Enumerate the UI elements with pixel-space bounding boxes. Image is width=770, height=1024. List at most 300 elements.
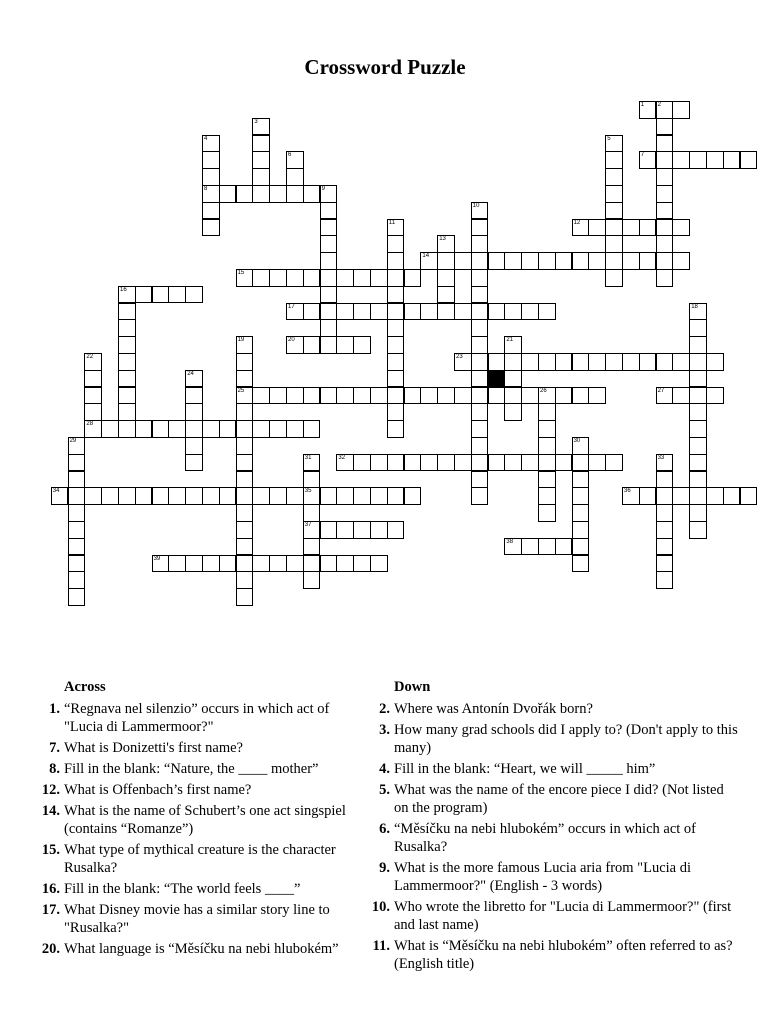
grid-cell[interactable] — [252, 135, 270, 153]
grid-cell[interactable] — [370, 387, 388, 405]
grid-cell[interactable] — [740, 487, 758, 505]
grid-cell[interactable] — [84, 370, 102, 388]
grid-cell[interactable] — [521, 538, 539, 556]
grid-cell[interactable] — [286, 168, 304, 186]
grid-cell[interactable] — [521, 454, 539, 472]
grid-cell[interactable] — [723, 151, 741, 169]
grid-cell[interactable] — [488, 353, 506, 371]
grid-cell[interactable] — [504, 303, 522, 321]
grid-cell[interactable] — [370, 487, 388, 505]
grid-cell[interactable] — [588, 387, 606, 405]
grid-cell[interactable] — [185, 387, 203, 405]
grid-cell[interactable] — [538, 387, 556, 405]
grid-cell[interactable] — [471, 487, 489, 505]
grid-cell[interactable] — [588, 353, 606, 371]
grid-cell[interactable] — [572, 387, 590, 405]
grid-cell[interactable] — [269, 185, 287, 203]
grid-cell[interactable] — [236, 487, 254, 505]
grid-cell[interactable] — [320, 555, 338, 573]
grid-cell[interactable] — [538, 403, 556, 421]
grid-cell[interactable] — [152, 286, 170, 304]
grid-cell[interactable] — [202, 487, 220, 505]
grid-cell[interactable] — [370, 303, 388, 321]
grid-cell[interactable] — [672, 101, 690, 119]
grid-cell[interactable] — [118, 370, 136, 388]
grid-cell[interactable] — [656, 135, 674, 153]
grid-cell[interactable] — [706, 387, 724, 405]
grid-cell[interactable] — [387, 454, 405, 472]
grid-cell[interactable] — [219, 185, 237, 203]
grid-cell[interactable] — [320, 202, 338, 220]
grid-cell[interactable] — [437, 454, 455, 472]
grid-cell[interactable] — [84, 420, 102, 438]
grid-cell[interactable] — [572, 437, 590, 455]
grid-cell[interactable] — [656, 538, 674, 556]
grid-cell[interactable] — [471, 420, 489, 438]
grid-cell[interactable] — [504, 353, 522, 371]
grid-cell[interactable] — [269, 555, 287, 573]
grid-cell[interactable] — [488, 252, 506, 270]
grid-cell[interactable] — [336, 303, 354, 321]
grid-cell[interactable] — [303, 336, 321, 354]
grid-cell[interactable] — [454, 303, 472, 321]
grid-cell[interactable] — [202, 151, 220, 169]
grid-cell[interactable] — [588, 252, 606, 270]
grid-cell[interactable] — [740, 151, 758, 169]
grid-cell[interactable] — [336, 387, 354, 405]
grid-cell[interactable] — [320, 269, 338, 287]
grid-cell[interactable] — [605, 168, 623, 186]
grid-cell[interactable] — [521, 387, 539, 405]
grid-cell[interactable] — [236, 555, 254, 573]
grid-cell[interactable] — [656, 202, 674, 220]
grid-cell[interactable] — [152, 555, 170, 573]
grid-cell[interactable] — [521, 252, 539, 270]
grid-cell[interactable] — [471, 252, 489, 270]
grid-cell[interactable] — [504, 454, 522, 472]
grid-cell[interactable] — [605, 269, 623, 287]
grid-cell[interactable] — [118, 303, 136, 321]
grid-cell[interactable] — [303, 269, 321, 287]
grid-cell[interactable] — [286, 151, 304, 169]
grid-cell[interactable] — [471, 437, 489, 455]
grid-cell[interactable] — [572, 538, 590, 556]
grid-cell[interactable] — [420, 252, 438, 270]
grid-cell[interactable] — [152, 487, 170, 505]
grid-cell[interactable] — [68, 454, 86, 472]
grid-cell[interactable] — [420, 387, 438, 405]
grid-cell[interactable] — [168, 487, 186, 505]
grid-cell[interactable] — [185, 286, 203, 304]
grid-cell[interactable] — [656, 185, 674, 203]
grid-cell[interactable] — [656, 454, 674, 472]
grid-cell[interactable] — [471, 403, 489, 421]
grid-cell[interactable] — [706, 353, 724, 371]
grid-cell[interactable] — [689, 403, 707, 421]
grid-cell[interactable] — [118, 420, 136, 438]
grid-cell[interactable] — [454, 353, 472, 371]
grid-cell[interactable] — [689, 420, 707, 438]
grid-cell[interactable] — [387, 303, 405, 321]
grid-cell[interactable] — [504, 403, 522, 421]
grid-cell[interactable] — [437, 286, 455, 304]
grid-cell[interactable] — [320, 336, 338, 354]
grid-cell[interactable] — [168, 555, 186, 573]
grid-cell[interactable] — [51, 487, 69, 505]
grid-cell[interactable] — [555, 538, 573, 556]
grid-cell[interactable] — [387, 319, 405, 337]
grid-cell[interactable] — [118, 336, 136, 354]
grid-cell[interactable] — [605, 219, 623, 237]
grid-cell[interactable] — [471, 454, 489, 472]
grid-cell[interactable] — [320, 219, 338, 237]
grid-cell[interactable] — [168, 420, 186, 438]
grid-cell[interactable] — [353, 555, 371, 573]
grid-cell[interactable] — [605, 185, 623, 203]
grid-cell[interactable] — [303, 538, 321, 556]
grid-cell[interactable] — [387, 420, 405, 438]
grid-cell[interactable] — [588, 454, 606, 472]
grid-cell[interactable] — [656, 219, 674, 237]
grid-cell[interactable] — [488, 303, 506, 321]
grid-cell[interactable] — [84, 403, 102, 421]
grid-cell[interactable] — [68, 538, 86, 556]
grid-cell[interactable] — [454, 454, 472, 472]
grid-cell[interactable] — [572, 219, 590, 237]
grid-cell[interactable] — [353, 521, 371, 539]
grid-cell[interactable] — [588, 219, 606, 237]
grid-cell[interactable] — [504, 336, 522, 354]
grid-cell[interactable] — [404, 303, 422, 321]
grid-cell[interactable] — [219, 555, 237, 573]
grid-cell[interactable] — [622, 219, 640, 237]
grid-cell[interactable] — [303, 504, 321, 522]
grid-cell[interactable] — [336, 521, 354, 539]
grid-cell[interactable] — [320, 185, 338, 203]
grid-cell[interactable] — [303, 471, 321, 489]
grid-cell[interactable] — [572, 252, 590, 270]
grid-cell[interactable] — [118, 387, 136, 405]
grid-cell[interactable] — [689, 336, 707, 354]
grid-cell[interactable] — [236, 387, 254, 405]
grid-cell[interactable] — [454, 252, 472, 270]
grid-cell[interactable] — [84, 387, 102, 405]
grid-cell[interactable] — [672, 252, 690, 270]
grid-cell[interactable] — [168, 286, 186, 304]
grid-cell[interactable] — [404, 487, 422, 505]
grid-cell[interactable] — [252, 420, 270, 438]
grid-cell[interactable] — [286, 336, 304, 354]
grid-cell[interactable] — [353, 454, 371, 472]
grid-cell[interactable] — [252, 387, 270, 405]
grid-cell[interactable] — [538, 353, 556, 371]
grid-cell[interactable] — [488, 454, 506, 472]
grid-cell[interactable] — [555, 454, 573, 472]
grid-cell[interactable] — [236, 521, 254, 539]
grid-cell[interactable] — [656, 571, 674, 589]
grid-cell[interactable] — [572, 487, 590, 505]
grid-cell[interactable] — [68, 487, 86, 505]
grid-cell[interactable] — [387, 487, 405, 505]
grid-cell[interactable] — [656, 353, 674, 371]
grid-cell[interactable] — [84, 353, 102, 371]
grid-cell[interactable] — [387, 219, 405, 237]
grid-cell[interactable] — [68, 471, 86, 489]
grid-cell[interactable] — [656, 101, 674, 119]
grid-cell[interactable] — [656, 504, 674, 522]
grid-cell[interactable] — [404, 454, 422, 472]
grid-cell[interactable] — [135, 286, 153, 304]
grid-cell[interactable] — [706, 487, 724, 505]
grid-cell[interactable] — [118, 487, 136, 505]
grid-cell[interactable] — [471, 319, 489, 337]
grid-cell[interactable] — [622, 252, 640, 270]
grid-cell[interactable] — [387, 269, 405, 287]
grid-cell[interactable] — [202, 555, 220, 573]
grid-cell[interactable] — [689, 353, 707, 371]
grid-cell[interactable] — [689, 437, 707, 455]
grid-cell[interactable] — [572, 555, 590, 573]
grid-cell[interactable] — [252, 487, 270, 505]
grid-cell[interactable] — [471, 303, 489, 321]
grid-cell[interactable] — [689, 370, 707, 388]
grid-cell[interactable] — [320, 252, 338, 270]
grid-cell[interactable] — [672, 219, 690, 237]
grid-cell[interactable] — [236, 504, 254, 522]
grid-cell[interactable] — [152, 420, 170, 438]
grid-cell[interactable] — [236, 571, 254, 589]
grid-cell[interactable] — [538, 303, 556, 321]
grid-cell[interactable] — [504, 538, 522, 556]
grid-cell[interactable] — [572, 454, 590, 472]
grid-cell[interactable] — [521, 303, 539, 321]
grid-cell[interactable] — [303, 487, 321, 505]
grid-cell[interactable] — [538, 420, 556, 438]
grid-cell[interactable] — [68, 588, 86, 606]
grid-cell[interactable] — [336, 454, 354, 472]
grid-cell[interactable] — [504, 370, 522, 388]
grid-cell[interactable] — [353, 336, 371, 354]
grid-cell[interactable] — [320, 319, 338, 337]
grid-cell[interactable] — [387, 336, 405, 354]
grid-cell[interactable] — [689, 151, 707, 169]
grid-cell[interactable] — [488, 387, 506, 405]
grid-cell[interactable] — [252, 185, 270, 203]
grid-cell[interactable] — [605, 353, 623, 371]
grid-cell[interactable] — [236, 370, 254, 388]
grid-cell[interactable] — [639, 353, 657, 371]
grid-cell[interactable] — [320, 487, 338, 505]
grid-cell[interactable] — [672, 387, 690, 405]
grid-cell[interactable] — [639, 252, 657, 270]
grid-cell[interactable] — [689, 471, 707, 489]
grid-cell[interactable] — [336, 269, 354, 287]
grid-cell[interactable] — [555, 252, 573, 270]
grid-cell[interactable] — [572, 471, 590, 489]
grid-cell[interactable] — [185, 437, 203, 455]
grid-cell[interactable] — [236, 437, 254, 455]
grid-cell[interactable] — [236, 403, 254, 421]
grid-cell[interactable] — [605, 235, 623, 253]
grid-cell[interactable] — [420, 454, 438, 472]
grid-cell[interactable] — [605, 252, 623, 270]
grid-cell[interactable] — [387, 387, 405, 405]
grid-cell[interactable] — [252, 118, 270, 136]
grid-cell[interactable] — [370, 269, 388, 287]
grid-cell[interactable] — [286, 303, 304, 321]
grid-cell[interactable] — [303, 420, 321, 438]
grid-cell[interactable] — [269, 387, 287, 405]
grid-cell[interactable] — [656, 387, 674, 405]
grid-cell[interactable] — [555, 387, 573, 405]
grid-cell[interactable] — [672, 353, 690, 371]
grid-cell[interactable] — [202, 185, 220, 203]
grid-cell[interactable] — [656, 168, 674, 186]
grid-cell[interactable] — [185, 370, 203, 388]
grid-cell[interactable] — [656, 269, 674, 287]
grid-cell[interactable] — [656, 252, 674, 270]
grid-cell[interactable] — [656, 471, 674, 489]
grid-cell[interactable] — [219, 420, 237, 438]
grid-cell[interactable] — [353, 303, 371, 321]
grid-cell[interactable] — [336, 555, 354, 573]
grid-cell[interactable] — [202, 168, 220, 186]
grid-cell[interactable] — [538, 487, 556, 505]
grid-cell[interactable] — [605, 151, 623, 169]
grid-cell[interactable] — [303, 521, 321, 539]
grid-cell[interactable] — [454, 387, 472, 405]
grid-cell[interactable] — [689, 504, 707, 522]
grid-cell[interactable] — [706, 151, 724, 169]
grid-cell[interactable] — [303, 387, 321, 405]
grid-cell[interactable] — [437, 252, 455, 270]
grid-cell[interactable] — [521, 353, 539, 371]
grid-cell[interactable] — [387, 521, 405, 539]
grid-cell[interactable] — [202, 135, 220, 153]
grid-cell[interactable] — [689, 319, 707, 337]
grid-cell[interactable] — [605, 202, 623, 220]
grid-cell[interactable] — [236, 538, 254, 556]
grid-cell[interactable] — [555, 353, 573, 371]
grid-cell[interactable] — [471, 269, 489, 287]
grid-cell[interactable] — [639, 487, 657, 505]
grid-cell[interactable] — [236, 588, 254, 606]
grid-cell[interactable] — [639, 151, 657, 169]
grid-cell[interactable] — [656, 555, 674, 573]
grid-cell[interactable] — [387, 235, 405, 253]
grid-cell[interactable] — [236, 269, 254, 287]
grid-cell[interactable] — [336, 487, 354, 505]
grid-cell[interactable] — [269, 420, 287, 438]
grid-cell[interactable] — [622, 487, 640, 505]
grid-cell[interactable] — [689, 521, 707, 539]
grid-cell[interactable] — [252, 555, 270, 573]
grid-cell[interactable] — [135, 420, 153, 438]
grid-cell[interactable] — [538, 538, 556, 556]
grid-cell[interactable] — [303, 303, 321, 321]
grid-cell[interactable] — [689, 487, 707, 505]
grid-cell[interactable] — [202, 202, 220, 220]
grid-cell[interactable] — [689, 303, 707, 321]
grid-cell[interactable] — [118, 319, 136, 337]
grid-cell[interactable] — [286, 420, 304, 438]
grid-cell[interactable] — [252, 168, 270, 186]
grid-cell[interactable] — [437, 387, 455, 405]
grid-cell[interactable] — [101, 487, 119, 505]
grid-cell[interactable] — [471, 471, 489, 489]
grid-cell[interactable] — [689, 387, 707, 405]
grid-cell[interactable] — [320, 303, 338, 321]
grid-cell[interactable] — [252, 151, 270, 169]
grid-cell[interactable] — [68, 571, 86, 589]
grid-cell[interactable] — [236, 336, 254, 354]
grid-cell[interactable] — [538, 252, 556, 270]
grid-cell[interactable] — [538, 454, 556, 472]
grid-cell[interactable] — [437, 303, 455, 321]
grid-cell[interactable] — [303, 571, 321, 589]
grid-cell[interactable] — [84, 487, 102, 505]
grid-cell[interactable] — [387, 252, 405, 270]
grid-cell[interactable] — [320, 387, 338, 405]
grid-cell[interactable] — [370, 555, 388, 573]
grid-cell[interactable] — [471, 370, 489, 388]
grid-cell[interactable] — [538, 471, 556, 489]
grid-cell[interactable] — [420, 303, 438, 321]
grid-cell[interactable] — [118, 286, 136, 304]
grid-cell[interactable] — [236, 185, 254, 203]
grid-cell[interactable] — [219, 487, 237, 505]
grid-cell[interactable] — [656, 235, 674, 253]
grid-cell[interactable] — [269, 269, 287, 287]
grid-cell[interactable] — [572, 353, 590, 371]
grid-cell[interactable] — [387, 286, 405, 304]
grid-cell[interactable] — [336, 336, 354, 354]
grid-cell[interactable] — [185, 454, 203, 472]
grid-cell[interactable] — [471, 235, 489, 253]
grid-cell[interactable] — [656, 487, 674, 505]
grid-cell[interactable] — [672, 151, 690, 169]
grid-cell[interactable] — [118, 403, 136, 421]
grid-cell[interactable] — [639, 219, 657, 237]
grid-cell[interactable] — [437, 235, 455, 253]
grid-cell[interactable] — [437, 269, 455, 287]
grid-cell[interactable] — [202, 420, 220, 438]
grid-cell[interactable] — [622, 353, 640, 371]
grid-cell[interactable] — [723, 487, 741, 505]
grid-cell[interactable] — [320, 521, 338, 539]
grid-cell[interactable] — [572, 521, 590, 539]
grid-cell[interactable] — [689, 454, 707, 472]
grid-cell[interactable] — [504, 252, 522, 270]
grid-cell[interactable] — [656, 151, 674, 169]
grid-cell[interactable] — [605, 135, 623, 153]
grid-cell[interactable] — [353, 487, 371, 505]
grid-cell[interactable] — [202, 219, 220, 237]
grid-cell[interactable] — [471, 202, 489, 220]
grid-cell[interactable] — [320, 286, 338, 304]
grid-cell[interactable] — [320, 235, 338, 253]
grid-cell[interactable] — [672, 487, 690, 505]
grid-cell[interactable] — [68, 504, 86, 522]
grid-cell[interactable] — [387, 353, 405, 371]
grid-cell[interactable] — [118, 353, 136, 371]
grid-cell[interactable] — [185, 555, 203, 573]
grid-cell[interactable] — [135, 487, 153, 505]
grid-cell[interactable] — [404, 387, 422, 405]
grid-cell[interactable] — [353, 269, 371, 287]
grid-cell[interactable] — [538, 504, 556, 522]
grid-cell[interactable] — [572, 504, 590, 522]
